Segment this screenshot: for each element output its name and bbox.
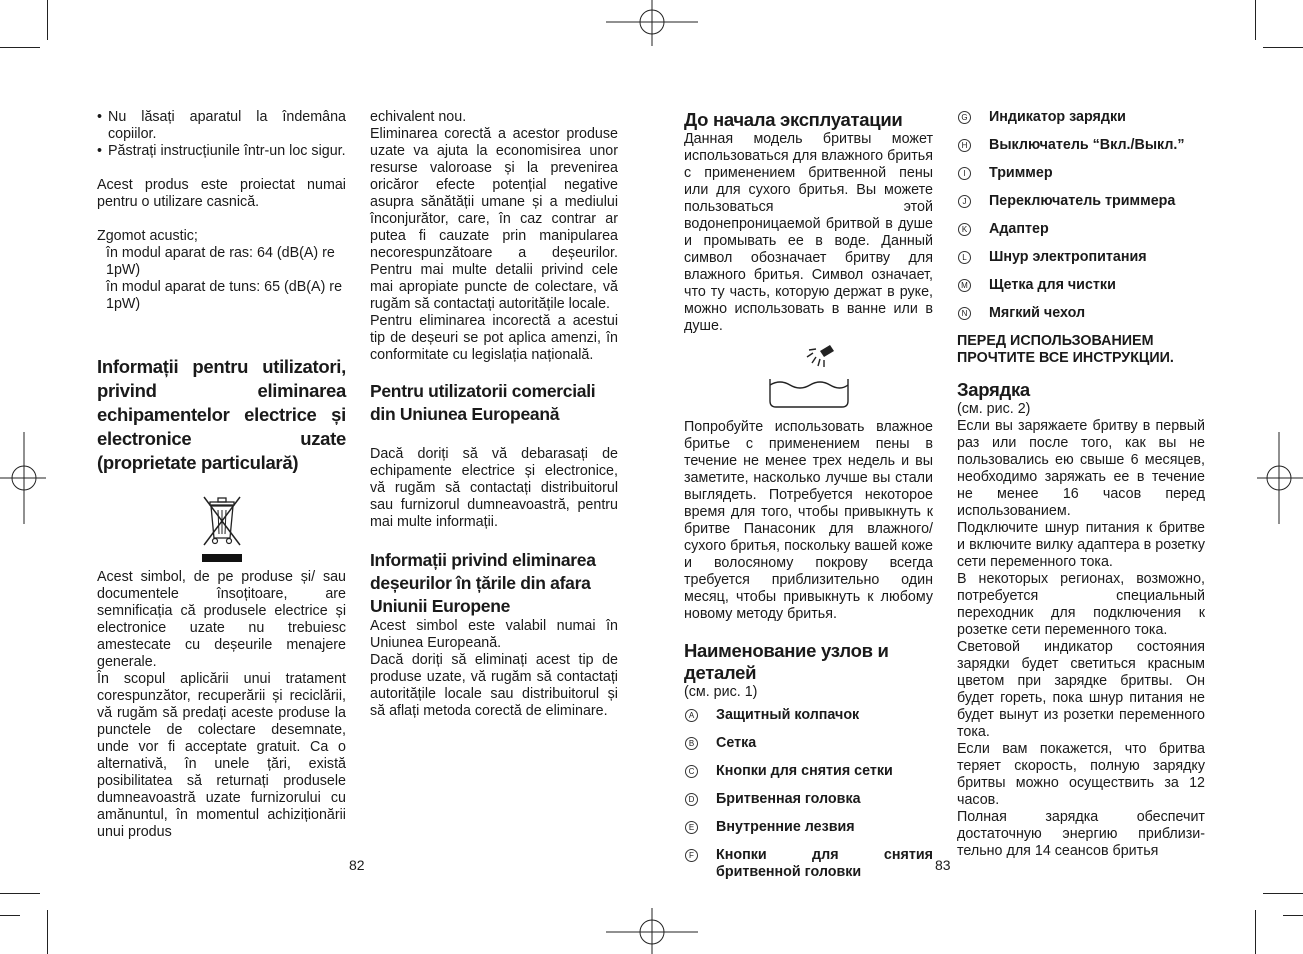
part-item (957, 109, 1205, 131)
part-item (684, 707, 933, 729)
charging-text-4: Световой индикатор состояния зарядки будет светиться красным цветом при зарядке бритвы. Он будет гореть, пока шнур питания не будет вынут из розетки переменного тока. (957, 639, 1205, 740)
part-letter: B (685, 737, 698, 750)
crop-mark (47, 910, 48, 954)
outside-eu-text-2: Dacă doriți să eliminați acest tip de produse uzate, vă rugăm să contactați autoritățile locale sau distribuitorul și să aflați metoda corectă de eliminare. (370, 652, 618, 719)
business-heading: Pentru utilizatorii comerciali din Uniunea Europeană (370, 381, 596, 424)
part-item (957, 165, 1205, 187)
weee-heading: Informații pentru utilizatori, privind eliminarea echipamentelor electrice și electronice uzate (proprietate particulară) (97, 356, 346, 473)
crop-mark (1263, 47, 1303, 48)
column-2 (370, 109, 618, 720)
part-item (957, 249, 1205, 271)
bullet-item: • Nu lăsați aparatul la îndemâna copiilor. (97, 109, 346, 143)
crop-mark (0, 893, 40, 894)
part-item (957, 277, 1205, 299)
part-label: Триммер (989, 165, 1053, 181)
disposal-text: Eliminarea corectă a acestor produse uzate va ajuta la economisirea unor resurse valoroase și la prevenirea oricăror efecte potențial negative asupra sănătății umane și a mediului înconjurător, care, în caz contrar ar putea fi cauzate prin manipularea necorespunzătoare a deșeurilor. Pentru mai multe detalii privind cele mai apropiate puncte de colectare, vă rugăm să contactați autoritățile locale. (370, 126, 618, 312)
part-label: Внутренние лезвия (716, 819, 855, 835)
before-use-text: Данная модель бритвы может использоваться для влажного бритья с применением бритвенной пены или для сухого бритья. Вы можете пользоваться этой водонепроницаемой бритвой в душе и промывать ее в воде. Данный символ обозначает бритву для влажного бритья. Символ означает, что ту часть, которую держат в руке, можно использовать в ванне или в душе. (684, 131, 933, 334)
crop-mark (1255, 0, 1256, 40)
parts-heading: Наименование узлов и деталей (684, 640, 889, 683)
household-note: Acest produs este proiectat numai pentru o utilizare casnică. (97, 177, 346, 210)
part-label: Бритвенная головка (716, 791, 861, 807)
bullet-item: • Păstrați instrucțiunile într-un loc sigur. (97, 143, 346, 160)
part-label: Щетка для чистки (989, 277, 1116, 293)
part-letter: M (958, 279, 971, 292)
registration-mark-top (606, 0, 698, 46)
part-letter: J (958, 195, 971, 208)
part-item (957, 137, 1205, 159)
part-letter: C (685, 765, 698, 778)
part-label: Переключатель триммера (989, 193, 1176, 209)
crop-mark (1263, 893, 1303, 894)
part-letter: K (958, 223, 971, 236)
wet-shave-symbol (684, 341, 933, 419)
part-letter: L (958, 251, 971, 264)
part-item (684, 763, 933, 785)
part-label: Сетка (716, 735, 757, 751)
charging-heading: Зарядка (957, 379, 1030, 400)
charging-text-2: Подключите шнур питания к бритве и включите вилку адаптера в розетку сети переменного тока. (957, 520, 1205, 570)
noise-trimmer: în modul aparat de tuns: 65 (dB(A) re 1pW) (106, 279, 343, 312)
part-item (684, 791, 933, 813)
part-letter: H (958, 139, 971, 152)
part-item (957, 305, 1205, 327)
registration-mark-bottom (606, 908, 698, 954)
read-instructions-warning: ПЕРЕД ИСПОЛЬЗОВАНИЕМ ПРОЧТИТЕ ВСЕ ИНСТРУКЦИИ. (957, 333, 1174, 366)
part-letter: G (958, 111, 971, 124)
registration-mark-right (1257, 432, 1303, 524)
shower-bath-icon (764, 341, 854, 413)
penalty-text: Pentru eliminarea incorectă a acestui tip de deșeuri se pot aplica amenzi, în conformitate cu legislația națională. (370, 313, 618, 363)
charging-ref: (см. рис. 2) (957, 401, 1031, 417)
part-letter: N (958, 307, 971, 320)
part-label: Защитный колпачок (716, 707, 860, 723)
registration-mark-left (0, 432, 46, 524)
part-label: Выключатель “Вкл./Выкл.” (989, 137, 1185, 153)
part-item (684, 735, 933, 757)
charging-text-1: Если вы заряжаете бритву в первый раз или после того, как вы не пользовались ею свыше 6 месяцев, необходимо заряжать ее в течение не менее 16 часов перед использованием. (957, 418, 1205, 519)
outside-eu-text-1: Acest simbol este valabil numai în Uniunea Europeană. (370, 618, 618, 651)
part-letter: F (685, 849, 698, 862)
crop-mark (1283, 915, 1303, 916)
noise-shaver: în modul aparat de ras: 64 (dB(A) re 1pW) (106, 245, 335, 278)
crossed-bin-icon (196, 493, 248, 565)
parts-ref: (см. рис. 1) (684, 684, 758, 700)
column-1 (97, 109, 346, 841)
column-4 (957, 109, 1205, 860)
parts-list-continued (957, 109, 1205, 327)
column-3 (684, 109, 933, 887)
crop-mark (0, 915, 20, 916)
symbol-text: Acest simbol, de pe produse și/ sau documentele însoțitoare, are semnificația că produsele electrice și electronice uzate nu trebuiesc amestecate cu deșeurile menajere generale. (97, 569, 346, 670)
part-item (684, 847, 933, 881)
part-letter: I (958, 167, 971, 180)
outside-eu-heading: Informații privind eliminarea deșeurilor în țările din afara Uniunii Europene (370, 550, 596, 616)
page-number-left: 82 (349, 857, 365, 873)
part-item (957, 193, 1205, 215)
crop-mark (1255, 910, 1256, 954)
part-item (957, 221, 1205, 243)
parts-list (684, 707, 933, 881)
page-number-right: 83 (935, 857, 951, 873)
charging-text-3: В некоторых регионах, возможно, потребуется специальный переходник для подключения к розетке сети переменного тока. (957, 571, 1205, 638)
before-use-heading: До начала эксплуатации (684, 109, 903, 130)
part-letter: D (685, 793, 698, 806)
crop-mark (47, 0, 48, 40)
part-label: Кнопки для снятия сетки (716, 763, 893, 779)
crop-mark (0, 47, 40, 48)
part-label: Кнопки для снятия бритвенной головки (716, 847, 933, 880)
charging-text-5: Если вам покажется, что бритва теряет скорость, полную зарядку бритвы можно осуществить за 12 часов. (957, 741, 1205, 808)
part-item (684, 819, 933, 841)
part-label: Мягкий чехол (989, 305, 1086, 321)
part-label: Адаптер (989, 221, 1049, 237)
part-letter: E (685, 821, 698, 834)
try-wet-shave-text: Попробуйте использовать влажное бритье с применением пены в течение не менее трех недель и вы заметите, насколько лучше вы стали выглядеть. Потребуется некоторое время для того, чтобы привыкнуть к бритве Панасоник для влажного/сухого бритья, поскольку вашей коже и волосяному покрову всегда требуется приблизительно один месяц, чтобы привыкнуть к любому новому методу бритья. (684, 419, 933, 622)
part-label: Шнур электропитания (989, 249, 1147, 265)
treatment-text: În scopul aplicării unui tratament corespunzător, recuperării și reciclării, vă rugăm să predați aceste produse la punctele de colectare desemnate, unde vor fi acceptate gratuit. Ca o alternativă, în unele țări, există posibilitatea să returnați produsele dumneavoastră uzate furnizorului cu amănuntul, în momentul achiziționării unui produs (97, 671, 346, 840)
weee-symbol (97, 493, 346, 569)
charging-text-6: Полная зарядка обеспечит достаточную энергию приблизи-тельно для 14 сеансов бритья (957, 809, 1205, 859)
noise-title: Zgomot acustic; (97, 228, 198, 244)
business-text: Dacă doriți să vă debarasați de echipamente electrice și electronice, vă rugăm să contactați distribuitorul sau furnizorul dumneavoastră, pentru mai multe informații. (370, 446, 618, 530)
part-label: Индикатор зарядки (989, 109, 1126, 125)
part-letter: A (685, 709, 698, 722)
continued-text: echivalent nou. (370, 109, 467, 125)
